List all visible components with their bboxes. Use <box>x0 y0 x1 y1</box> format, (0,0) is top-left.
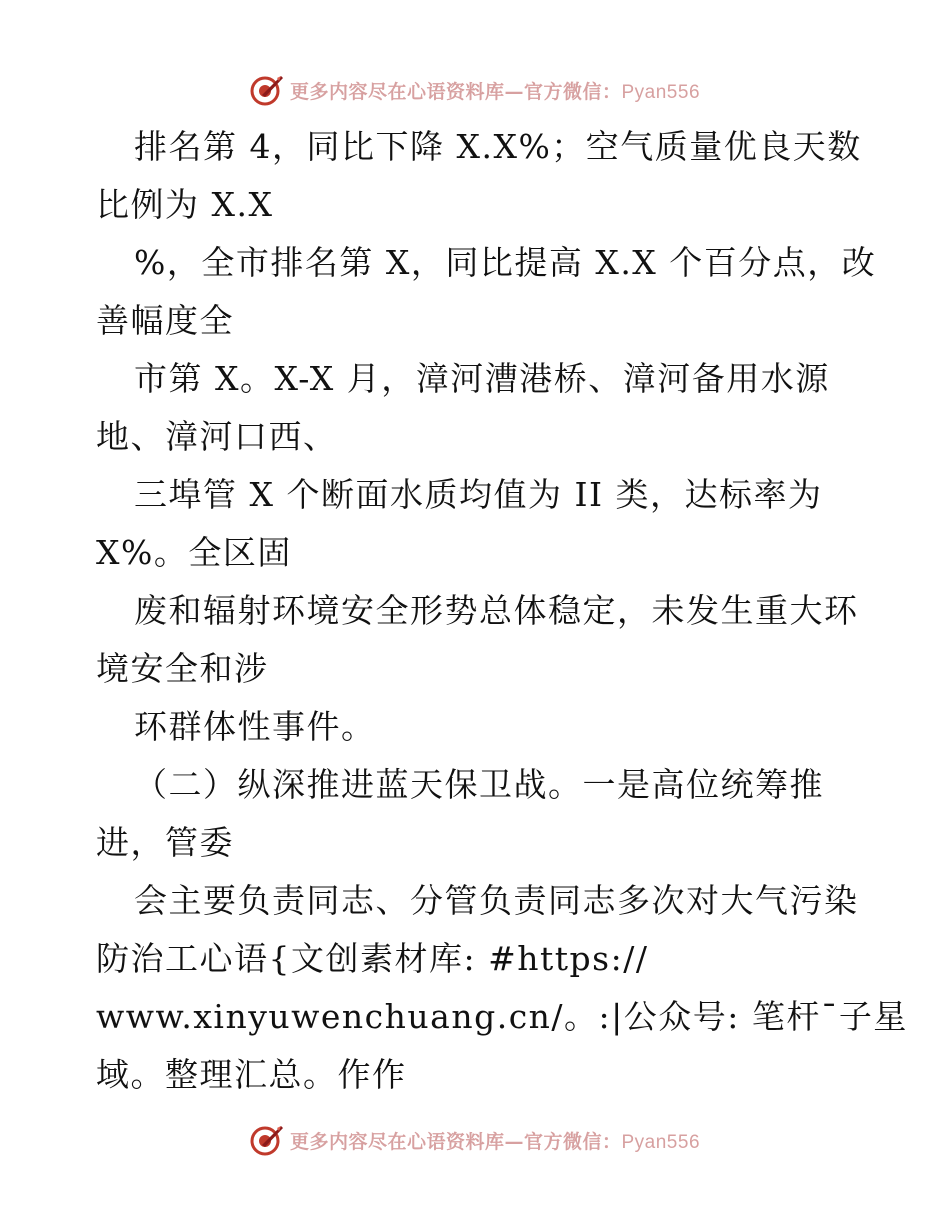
footer-banner <box>0 1118 950 1162</box>
text-line: 三埠管 X 个断面水质均值为 II 类，达标率为 <box>134 475 823 514</box>
text-line: 排名第 4，同比下降 X.X%；空气质量优良天数 <box>134 127 862 166</box>
header-banner <box>0 68 950 112</box>
text-line: %，全市排名第 X，同比提高 X.X 个百分点，改 <box>134 243 877 282</box>
banner-text: 更多内容尽在心语资料库—官方微信：Pyan556 <box>289 80 701 103</box>
brand-handle: Pyan556 <box>621 81 701 103</box>
text-line: 会主要负责同志、分管负责同志多次对大气污染 <box>134 881 859 920</box>
text-line: 地、漳河口西、 <box>96 417 338 456</box>
text-line: 善幅度全 <box>96 301 234 340</box>
text-line: 废和辐射环境安全形势总体稳定，未发生重大环 <box>134 591 859 630</box>
text-line: www.xinyuwenchuang.cn/。:|公众号: 笔杆¯子星 <box>96 997 908 1036</box>
text-line: 比例为 X.X <box>96 185 274 224</box>
text-line: 域。整理汇总。作作 <box>96 1055 407 1094</box>
text-line: 进，管委 <box>96 823 234 862</box>
text-line: （二）纵深推进蓝天保卫战。一是高位统筹推 <box>134 765 824 804</box>
quill-logo-icon <box>250 1123 284 1157</box>
text-line: 市第 X。X-X 月，漳河漕港桥、漳河备用水源 <box>134 359 830 398</box>
banner-text: 更多内容尽在心语资料库—官方微信：Pyan556 <box>289 1130 701 1153</box>
text-line: 境安全和涉 <box>96 649 269 688</box>
text-line: X%。全区固 <box>96 533 292 572</box>
text-line: 防治工心语{文创素材库: #https:// <box>96 939 649 978</box>
quill-logo-icon <box>250 73 284 107</box>
brand-handle: Pyan556 <box>621 1131 701 1153</box>
text-line: 环群体性事件。 <box>134 707 376 746</box>
